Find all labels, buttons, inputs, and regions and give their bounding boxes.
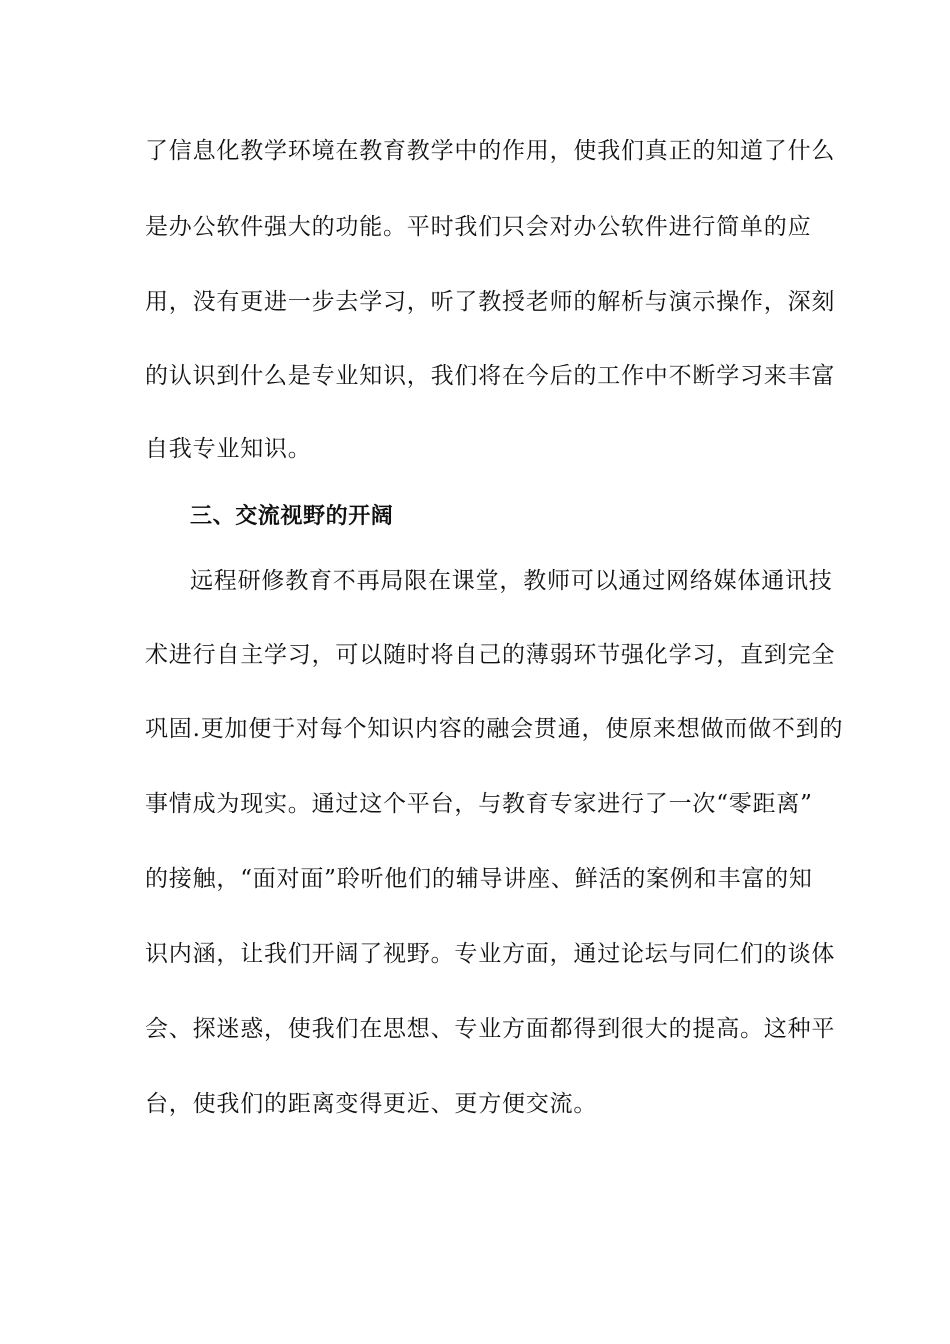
paragraph-line: 用，没有更进一步去学习，听了教授老师的解析与演示操作，深刻 bbox=[145, 289, 836, 315]
paragraph-line: 台，使我们的距离变得更近、更方便交流。 bbox=[145, 1091, 598, 1117]
section-heading: 三、交流视野的开阔 bbox=[190, 504, 394, 529]
paragraph-line: 远程研修教育不再局限在课堂，教师可以通过网络媒体通讯技 bbox=[190, 568, 833, 594]
paragraph-line: 术进行自主学习，可以随时将自己的薄弱环节强化学习，直到完全 bbox=[145, 642, 836, 668]
paragraph-line: 自我专业知识。 bbox=[145, 436, 312, 462]
paragraph-line: 的接触，“面对面”聆听他们的辅导讲座、鲜活的案例和丰富的知 bbox=[145, 866, 813, 892]
paragraph-line: 识内涵，让我们开阔了视野。专业方面，通过论坛与同仁们的谈体 bbox=[145, 941, 836, 967]
paragraph-line: 是办公软件强大的功能。平时我们只会对办公软件进行简单的应 bbox=[145, 214, 812, 240]
paragraph-line: 事情成为现实。通过这个平台，与教育专家进行了一次“零距离” bbox=[145, 791, 813, 817]
paragraph-line: 的认识到什么是专业知识，我们将在今后的工作中不断学习来丰富 bbox=[145, 363, 836, 389]
paragraph-line: 会、探迷惑，使我们在思想、专业方面都得到很大的提高。这种平 bbox=[145, 1016, 836, 1042]
paragraph-line: 巩固.更加便于对每个知识内容的融会贯通，使原来想做而做不到的 bbox=[145, 716, 844, 742]
paragraph-line: 了信息化教学环境在教育教学中的作用，使我们真正的知道了什么 bbox=[145, 138, 836, 164]
